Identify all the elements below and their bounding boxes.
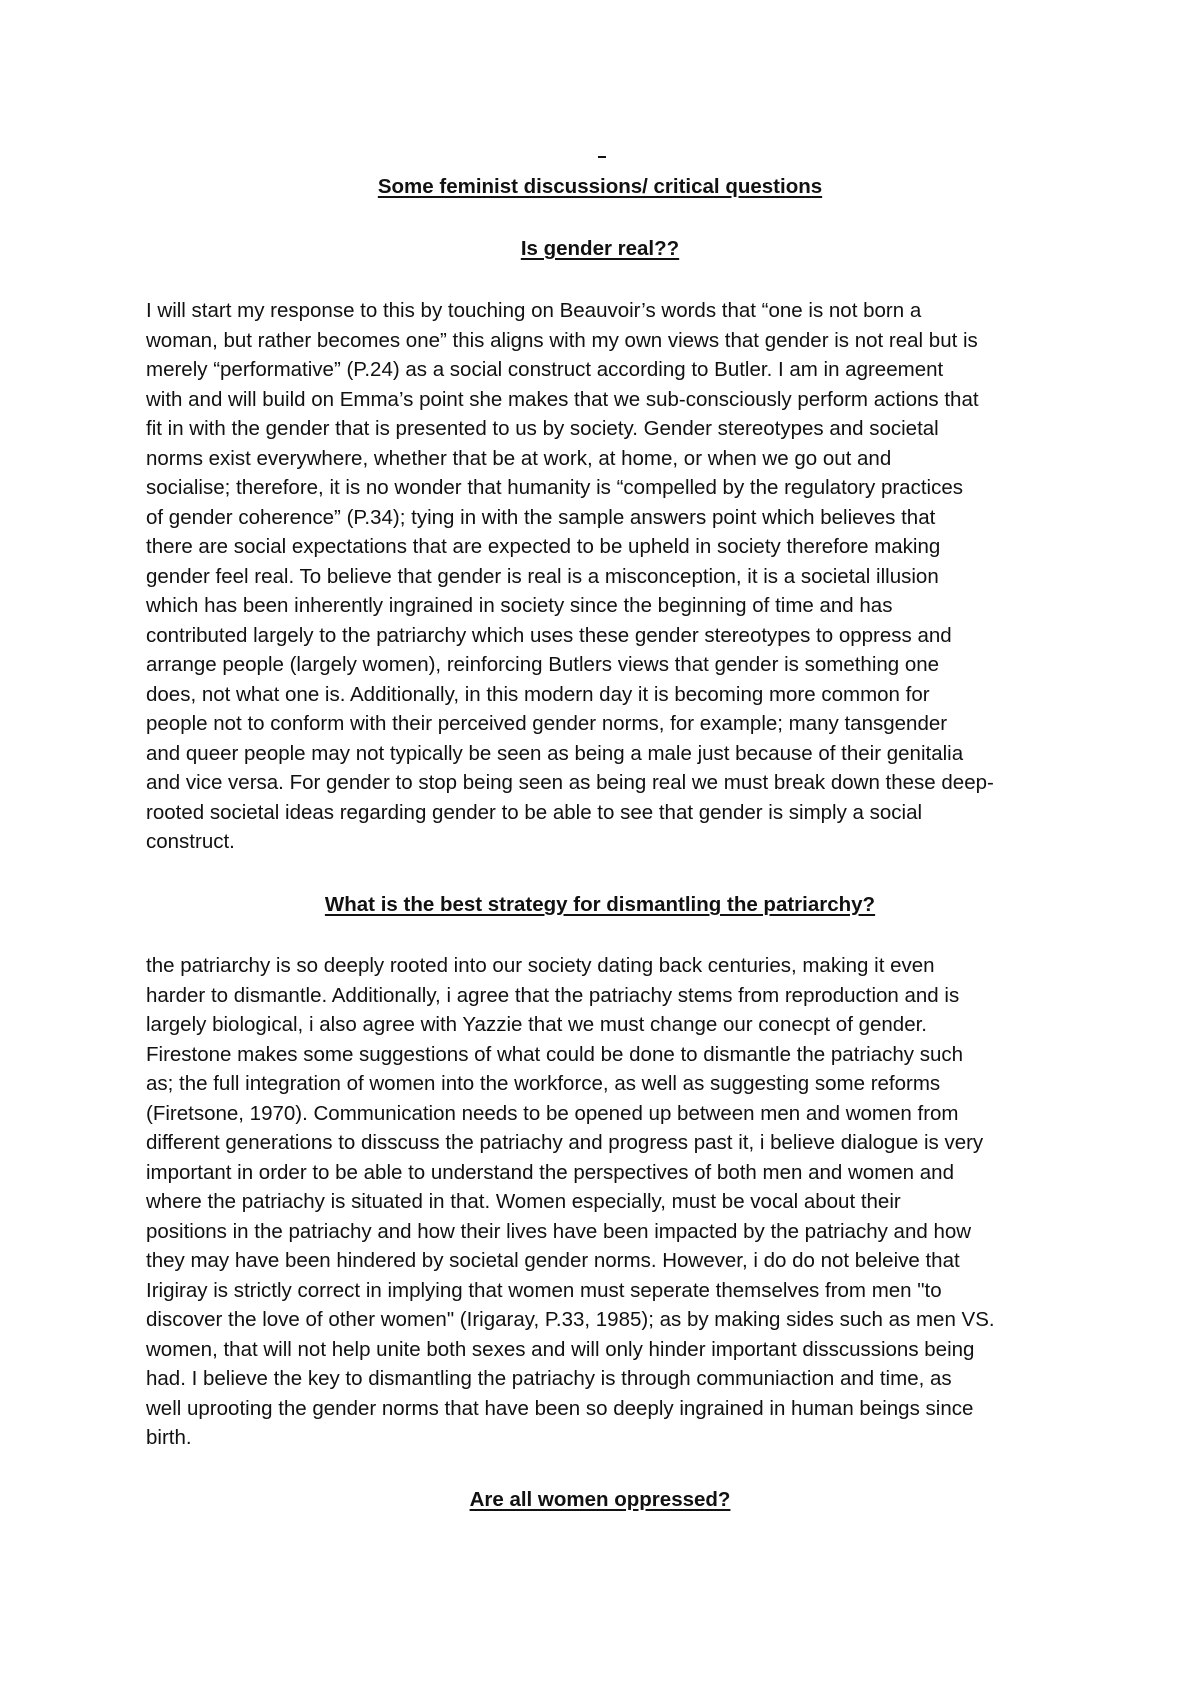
text-line: merely “performative” (P.24) as a social construct according to Butler. I am in agreement [146, 358, 944, 381]
text-line: I will start my response to this by touching on Beauvoir’s words that “one is not born a [146, 299, 922, 322]
text-line: and vice versa. For gender to stop being seen as being real we must break down these deep- [146, 771, 994, 794]
text-line: rooted societal ideas regarding gender to be able to see that gender is simply a social [146, 800, 923, 824]
text-line: had. I believe the key to dismantling the patriachy is through communiaction and time, as [146, 1367, 952, 1390]
text-line: (Firetsone, 1970). Communication needs to be opened up between men and women from [146, 1101, 959, 1125]
document-title: Some feminist discussions/ critical questions [377, 175, 823, 198]
text-line: norms exist everywhere, whether that be at work, at home, or when we go out and [146, 446, 892, 470]
text-line: contributed largely to the patriarchy which uses these gender stereotypes to oppress and [146, 623, 952, 647]
text-line: women, that will not help unite both sexes and will only hinder important disscussions being [146, 1337, 975, 1361]
text-line: which has been inherently ingrained in society since the beginning of time and has [146, 594, 893, 617]
text-line: arrange people (largely women), reinforcing Butlers views that gender is something one [146, 653, 940, 676]
text-line: Irigiray is strictly correct in implying that women must seperate themselves from men "to [146, 1278, 942, 1302]
text-line: and queer people may not typically be seen as being a male just because of their genitalia [146, 741, 964, 765]
text-line: gender feel real. To believe that gender is real is a misconception, it is a societal illusion [146, 564, 939, 588]
text-line: discover the love of other women" (Irigaray, P.33, 1985); as by making sides such as men VS. [146, 1308, 995, 1331]
text-line: they may have been hindered by societal gender norms. However, i do do not beleive that [146, 1249, 960, 1272]
text-line: does, not what one is. Additionally, in this modern day it is becoming more common for [146, 682, 930, 706]
text-line: woman, but rather becomes one” this aligns with my own views that gender is not real but is [146, 328, 978, 352]
text-line: well uprooting the gender norms that have been so deeply ingrained in human beings since [146, 1396, 974, 1420]
heading-is-gender-real: Is gender real?? [520, 237, 680, 260]
text-line: the patriarchy is so deeply rooted into our society dating back centuries, making it even [146, 954, 935, 977]
text-line: important in order to be able to understand the perspectives of both men and women and [146, 1160, 954, 1184]
text-line: birth. [146, 1426, 192, 1449]
heading-are-all-women-oppressed: Are all women oppressed? [469, 1488, 731, 1511]
paragraph-gender-real [146, 296, 1070, 857]
text-line: as; the full integration of women into the workforce, as well as suggesting some reforms [146, 1072, 941, 1095]
paragraph-dismantling-patriarchy [146, 951, 1070, 1453]
text-line: construct. [146, 830, 235, 853]
text-line: harder to dismantle. Additionally, i agree that the patriachy stems from reproduction and is [146, 983, 960, 1007]
text-line: with and will build on Emma’s point she makes that we sub-consciously perform actions that [146, 387, 979, 411]
text-line: there are social expectations that are expected to be upheld in society therefore making [146, 535, 941, 558]
text-line: people not to conform with their perceived gender norms, for example; many tansgender [146, 712, 948, 735]
top-dash-mark [598, 156, 606, 158]
text-line: largely biological, i also agree with Yazzie that we must change our conecpt of gender. [146, 1013, 927, 1036]
text-line: where the patriachy is situated in that. Women especially, must be vocal about their [146, 1190, 901, 1213]
heading-dismantling-patriarchy: What is the best strategy for dismantling the patriarchy? [324, 893, 876, 916]
text-line: Firestone makes some suggestions of what could be done to dismantle the patriachy such [146, 1042, 964, 1066]
text-line: socialise; therefore, it is no wonder that humanity is “compelled by the regulatory practices [146, 476, 963, 499]
text-line: of gender coherence” (P.34); tying in with the sample answers point which believes that [146, 505, 936, 529]
text-line: fit in with the gender that is presented to us by society. Gender stereotypes and societal [146, 417, 939, 440]
text-line: different generations to disscuss the patriachy and progress past it, i believe dialogue is very [146, 1131, 984, 1154]
text-line: positions in the patriachy and how their lives have been impacted by the patriachy and how [146, 1219, 972, 1243]
